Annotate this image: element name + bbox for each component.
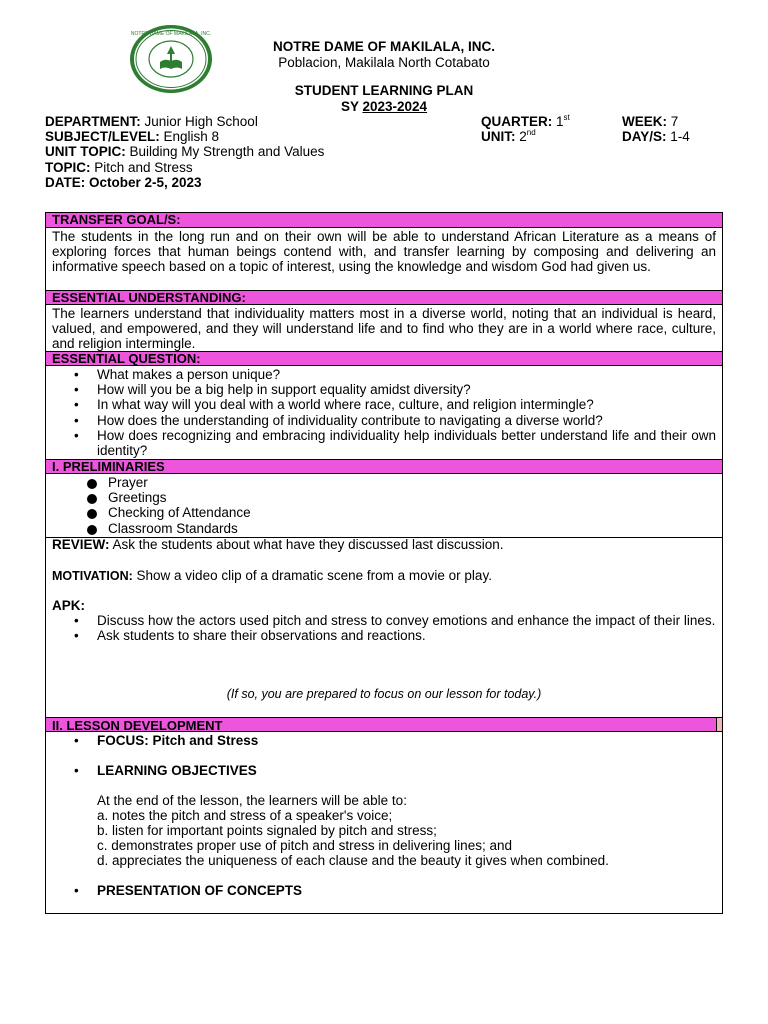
list-item: • How does recognizing and embracing individuality help individuals better understand life and their own identity? — [52, 428, 716, 458]
header-tail-cell — [716, 717, 722, 732]
week-line: WEEK: 7 — [622, 114, 679, 129]
objective-c: c. demonstrates proper use of pitch and stress in delivering lines; and — [97, 838, 512, 853]
transfer-goal-text: The students in the long run and on their own will be able to understand African Literature as a means of exploring forces that human beings contend with, and transfer learning by composing and delivering an informative speech based on a topic of interest, using the knowledge and wisdom God had given us. — [52, 229, 716, 275]
school-year: SY 2023-2024 — [340, 99, 428, 114]
list-item: Prayer — [86, 475, 251, 490]
list-item: • What makes a person unique? — [52, 367, 716, 382]
info-right — [622, 114, 690, 144]
objective-a: a. notes the pitch and stress of a speaker's voice; — [97, 808, 393, 823]
subject-line: SUBJECT/LEVEL: English 8 — [45, 129, 220, 145]
lesson-development-heading: II. LESSON DEVELOPMENT — [46, 717, 722, 732]
objectives-intro: At the end of the lesson, the learners will be able to: — [97, 793, 407, 808]
plan-title: STUDENT LEARNING PLAN — [294, 83, 474, 98]
department-line: DEPARTMENT: Junior High School — [45, 114, 258, 129]
learning-plan-table: TRANSFER GOAL/S: The students in the long run and on their own will be able to understand African Literature as a means of exploring forces that human beings contend with, and transfer learning by composing and delivering an informative speech based on a topic of interest, using the knowledge and wisdom God had given us. ESSENTIAL UNDERSTANDING: The learners understand that individuality matters most in a diverse world, noting that an individual is heard, valued, and empowered, and they will understand life and to find who they are in a world where race, culture, and religion intermingle. ESSENTIAL QUESTION: • What makes a person unique? • How will you be a big help in support equality amidst diversity? • In what way will you deal with a world where race, culture, and religion intermingle? • How does the understanding of individuality contribute to navigating a diverse world? • How does recognizing and embracing individuality help individuals better understand life and their own identity? I. PRELIMINARIES Prayer Greetings Checking of Attendance Classroom Standards REVIEW: Ask the students about what have they discussed last discussion. MOTIVATION: Show a video clip of a dramatic scene from a movie or play. APK: • Discuss how the actors used pitch and stress to convey emotions and enhance the impact of their lines. • Ask students to share their observations and reactions. (If so, you are prepared to focus on our lesson for today.) II. LESSON DEVELOPMENT • FOCUS: Pitch and Stress • LEARNING OBJECTIVES At the end of the lesson, the learners will be able to: a. notes the pitch and stress of a speaker's voice; b. listen for important points signaled by pitch and stress; c. demonstrates proper use of pitch and stress in delivering lines; and d. appreciates the uniqueness of each clause and the beauty it gives when combined. • PRESENTATION OF CONCEPTS — [45, 212, 723, 914]
days-line: DAY/S: 1-4 — [622, 129, 690, 145]
essential-understanding-heading: ESSENTIAL UNDERSTANDING: — [46, 290, 722, 305]
list-item: Greetings — [86, 490, 251, 505]
preliminaries-heading: I. PRELIMINARIES — [46, 459, 722, 474]
svg-text:NOTRE DAME OF MAKILALA, INC.: NOTRE DAME OF MAKILALA, INC. — [130, 31, 212, 37]
info-middle — [481, 114, 570, 144]
list-item: • How will you be a big help in support equality amidst diversity? — [52, 382, 716, 397]
objective-b: b. listen for important points signaled by pitch and stress; — [97, 823, 437, 838]
topic-line: TOPIC: Pitch and Stress — [45, 159, 193, 175]
list-item: Classroom Standards — [86, 521, 251, 536]
apk-label: APK: — [52, 598, 85, 613]
quarter-line: QUARTER: 1st — [481, 112, 570, 129]
objective-d: d. appreciates the uniqueness of each clause and the beauty it gives when combined. — [97, 853, 609, 868]
list-item: • How does the understanding of individuality contribute to navigating a diverse world? — [52, 413, 716, 428]
list-item: Checking of Attendance — [86, 505, 251, 520]
apk-list — [52, 613, 716, 643]
date-line: DATE: October 2-5, 2023 — [45, 174, 202, 190]
unit-line: UNIT: 2nd — [481, 127, 536, 145]
school-address: Poblacion, Makilala North Cotabato — [278, 55, 490, 70]
bullet-icon: • — [74, 763, 79, 778]
preliminaries-list — [86, 475, 251, 536]
info-left — [45, 114, 324, 190]
unit-topic-line: UNIT TOPIC: Building My Strength and Values — [45, 144, 325, 160]
transfer-goal-heading: TRANSFER GOAL/S: — [46, 213, 722, 228]
essential-question-list — [52, 367, 716, 458]
transition-note: (If so, you are prepared to focus on our lesson for today.) — [226, 687, 542, 701]
list-item: • In what way will you deal with a world where race, culture, and religion intermingle? — [52, 397, 716, 412]
essential-understanding-text: The learners understand that individuality matters most in a diverse world, noting that an individual is heard, valued, and empowered, and they will understand life and to find who they are in a world where race, culture, and religion intermingle. — [52, 306, 716, 352]
school-name: NOTRE DAME OF MAKILALA, INC. — [273, 39, 495, 54]
list-item: • Discuss how the actors used pitch and stress to convey emotions and enhance the impact of their lines. — [52, 613, 716, 628]
bullet-icon: • — [74, 883, 79, 898]
motivation-line: MOTIVATION: Show a video clip of a dramatic scene from a movie or play. — [52, 568, 492, 583]
bullet-icon: • — [74, 733, 79, 748]
list-item: • Ask students to share their observations and reactions. — [52, 628, 716, 643]
essential-question-heading: ESSENTIAL QUESTION: — [46, 351, 722, 366]
review-line: REVIEW: Ask the students about what have they discussed last discussion. — [52, 537, 504, 552]
